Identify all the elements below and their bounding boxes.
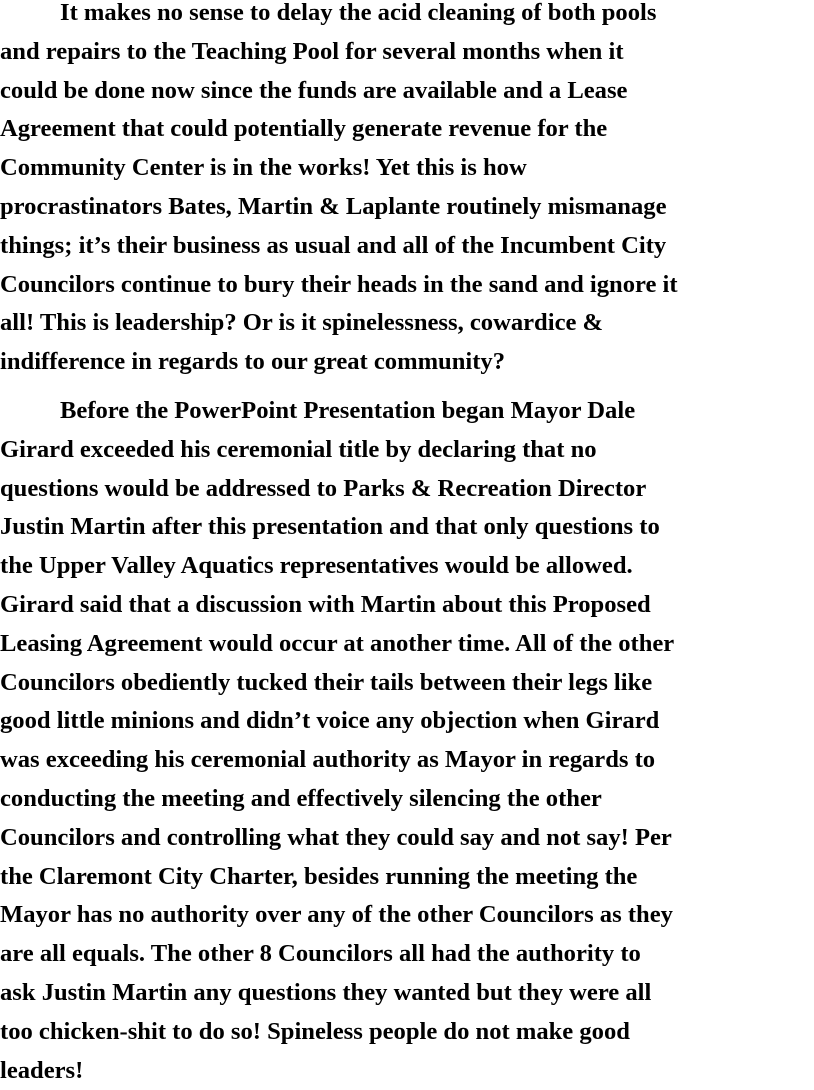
text-line: leaders! <box>0 1056 84 1084</box>
text-line: ask Justin Martin any questions they wanted but they were all <box>0 978 652 1006</box>
text-line: Community Center is in the works! Yet this is how <box>0 154 527 182</box>
text-line: Agreement that could potentially generate revenue for the <box>0 115 608 143</box>
text-line: Girard said that a discussion with Martin about this Proposed <box>0 590 651 618</box>
text-line: Leasing Agreement would occur at another time. All of the other <box>0 629 675 657</box>
text-line: questions would be addressed to Parks & Recreation Director <box>0 474 647 502</box>
text-line: Mayor has no authority over any of the other Councilors as they <box>0 901 673 929</box>
text-line: are all equals. The other 8 Councilors all had the authority to <box>0 940 641 968</box>
text-line: the Upper Valley Aquatics representatives would be allowed. <box>0 552 633 580</box>
text-line: Before the PowerPoint Presentation began Mayor Dale <box>60 397 636 424</box>
paragraph-pool-cleaning <box>0 0 678 382</box>
text-line: things; it’s their business as usual and all of the Incumbent City <box>0 231 667 259</box>
text-line: conducting the meeting and effectively silencing the other <box>0 784 602 812</box>
text-line: Councilors continue to bury their heads in the sand and ignore it <box>0 270 678 298</box>
text-line: was exceeding his ceremonial authority as Mayor in regards to <box>0 746 656 774</box>
text-line: Girard exceeded his ceremonial title by declaring that no <box>0 435 597 463</box>
text-line: good little minions and didn’t voice any objection when Girard <box>0 707 660 735</box>
text-line: It makes no sense to delay the acid cleaning of both pools <box>60 0 657 26</box>
text-line: procrastinators Bates, Martin & Laplante routinely mismanage <box>0 192 667 220</box>
text-line: the Claremont City Charter, besides running the meeting the <box>0 862 638 890</box>
text-line: too chicken-shit to do so! Spineless people do not make good <box>0 1017 630 1045</box>
text-line: could be done now since the funds are available and a Lease <box>0 76 628 104</box>
text-line: and repairs to the Teaching Pool for several months when it <box>0 37 624 65</box>
text-line: Councilors obediently tucked their tails between their legs like <box>0 668 653 696</box>
paragraph-powerpoint-presentation <box>0 392 674 1090</box>
text-line: Justin Martin after this presentation and that only questions to <box>0 513 660 541</box>
text-line: indifference in regards to our great community? <box>0 348 506 376</box>
text-line: all! This is leadership? Or is it spinelessness, cowardice & <box>0 309 604 337</box>
text-line: Councilors and controlling what they could say and not say! Per <box>0 823 672 851</box>
